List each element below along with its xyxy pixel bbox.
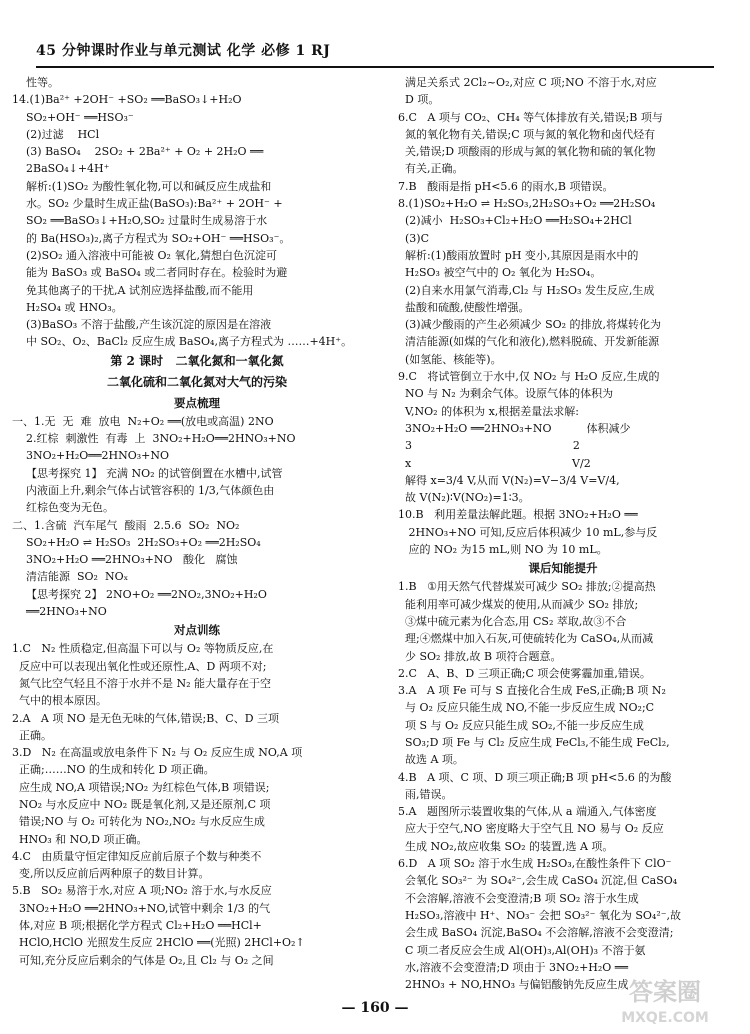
text-line: ══2HNO₃+NO (12, 605, 107, 619)
text-line: (3) BaSO₄ 2SO₂ + 2Ba²⁺ + O₂ + 2H₂O ══ (12, 145, 264, 159)
text-line: 3NO₂+H₂O ══2HNO₃+NO,试管中剩余 1/3 的气 (12, 901, 271, 915)
text-line: 1.B ①用天然气代替煤炭可减少 SO₂ 排放;②提高热 (398, 580, 656, 594)
text-line: (2)SO₂ 通入溶液中可能被 O₂ 氧化,猜想白色沉淀可 (12, 248, 277, 262)
text-line: (2)减小 H₂SO₃+Cl₂+H₂O ══H₂SO₄+2HCl (398, 214, 632, 228)
text-line: H₂SO₄ 或 HNO₃。 (12, 300, 123, 314)
text-line: 一、1.无 无 难 放电 N₂+O₂ ══(放电或高温) 2NO (12, 414, 274, 428)
text-line: 会生成 BaSO₄ 沉淀,BaSO₄ 不会溶解,溶液不会变澄清; (398, 926, 674, 940)
text-line: 正确。 (12, 728, 52, 742)
text-line: 7.B 酸雨是指 pH<5.6 的雨水,B 项错误。 (398, 179, 614, 193)
section-heading: 二氧化硫和二氧化氮对大气的污染 (106, 374, 287, 389)
page-header: 45 分钟课时作业与单元测试 化学 必修 1 RJ (36, 43, 331, 59)
text-line: 3NO₂+H₂O══2HNO₃+NO (12, 449, 170, 463)
text-line: 1.C N₂ 性质稳定,但高温下可以与 O₂ 等物质反应,在 (12, 642, 274, 656)
text-line: (3)BaSO₃ 不溶于盐酸,产生该沉淀的原因是在溶液 (12, 318, 272, 332)
left-column (12, 74, 382, 969)
text-line: NO 与 N₂ 为剩余气体。设原气体的体积为 (398, 387, 614, 401)
text-line: 3.D N₂ 在高温或放电条件下 N₂ 与 O₂ 反应生成 NO,A 项 (12, 746, 303, 760)
text-line: 红棕色变为无色。 (12, 501, 114, 515)
text-line: 解得 x=3/4 V,从而 V(N₂)=V−3/4 V=V/4, (398, 473, 620, 487)
text-line: 水。SO₂ 少量时生成正盐(BaSO₃):Ba²⁺ + 2OH⁻ + (12, 197, 283, 211)
text-line: x V/2 (398, 456, 591, 470)
text-line: 4.C 由质量守恒定律知反应前后原子个数与种类不 (12, 849, 262, 863)
watermark-line2: MXQE.COM (621, 1010, 709, 1026)
text-line: 盐酸和硫酸,使酸性增强。 (398, 300, 530, 314)
header-divider (36, 66, 714, 68)
text-line: 8.(1)SO₂+H₂O ⇌ H₂SO₃,2H₂SO₃+O₂ ══2H₂SO₄ (398, 197, 656, 211)
text-line: 5.B SO₂ 易溶于水,对应 A 项;NO₂ 溶于水,与水反应 (12, 884, 272, 898)
text-line: 关,错误;D 项酸雨的形成与氮的氧化物和硫的氧化物 (398, 145, 656, 159)
text-line: 有关,正确。 (398, 162, 464, 176)
text-line: 2.C A、B、D 三项正确;C 项会使雾霾加重,错误。 (398, 666, 651, 680)
text-line: 3NO₂+H₂O ══2HNO₃+NO 体积减少 (398, 421, 631, 435)
text-line: 项 S 与 O₂ 反应只能生成 SO₂,不能一步反应生成 (398, 718, 644, 732)
text-line: 理;④燃煤中加入石灰,可使硫转化为 CaSO₄,从而减 (398, 632, 654, 646)
text-line: (3)C (398, 231, 429, 245)
text-line: 应的 NO₂ 为15 mL,则 NO 为 10 mL。 (398, 543, 608, 557)
text-line: 5.A 题图所示装置收集的气体,从 a 端通入,气体密度 (398, 805, 657, 819)
text-line: D 项。 (398, 93, 440, 107)
text-line: 6.D A 项 SO₂ 溶于水生成 H₂SO₃,在酸性条件下 ClO⁻ (398, 857, 672, 871)
text-line: 不会溶解,溶液不会变澄清;B 项 SO₂ 溶于水生成 (398, 891, 639, 905)
text-line: (如氢能、核能等)。 (398, 352, 502, 366)
page-number: — 160 — (341, 1000, 409, 1016)
text-line: 免其他离子的干扰,A 试剂应选择盐酸,而不能用 (12, 283, 254, 297)
text-line: 应大于空气,NO 密度略大于空气且 NO 易与 O₂ 反应 (398, 822, 664, 836)
text-line: C 项二者反应会生成 Al(OH)₃,Al(OH)₃ 不溶于氨 (398, 943, 646, 957)
watermark-logo (600, 970, 730, 1030)
text-line: 氮的氧化物有关,错误;C 项与氮的氧化物和卤代烃有 (398, 127, 656, 141)
text-line: 生成 NO₂,故应收集 SO₂ 的装置,选 A 项。 (398, 839, 614, 853)
text-line: 2.A A 项 NO 是无色无味的气体,错误;B、C、D 三项 (12, 711, 280, 725)
text-line: 会氧化 SO₃²⁻ 为 SO₄²⁻,会生成 CaSO₄ 沉淀,但 CaSO₄ (398, 874, 678, 888)
text-line: 能为 BaSO₃ 或 BaSO₄ 或二者同时存在。检验时为避 (12, 266, 288, 280)
text-line: SO₂+H₂O ⇌ H₂SO₃ 2H₂SO₃+O₂ ══2H₂SO₄ (12, 535, 261, 549)
text-line: 【思考探究 2】 2NO+O₂ ══2NO₂,3NO₂+H₂O (12, 587, 267, 601)
text-line: 的 Ba(HSO₃)₂,离子方程式为 SO₂+OH⁻ ══HSO₃⁻。 (12, 231, 291, 245)
text-line: 故 V(N₂)∶V(NO₂)=1∶3。 (398, 491, 530, 505)
text-line: 水,溶液不会变澄清;D 项由于 3NO₂+H₂O ══ (398, 960, 629, 974)
text-line: SO₂ ══BaSO₃↓+H₂O,SO₂ 过量时生成易溶于水 (12, 214, 268, 228)
text-line: 雨,错误。 (398, 787, 453, 801)
text-line: V,NO₂ 的体积为 x,根据差量法求解: (398, 404, 579, 418)
text-line: HClO,HClO 光照发生反应 2HClO ══(光照) 2HCl+O₂↑ (12, 936, 305, 950)
text-line: 二、1.含硫 汽车尾气 酸雨 2.5.6 SO₂ NO₂ (12, 518, 240, 532)
text-line: ③煤中硫元素为化合态,用 CS₂ 萃取,故③不合 (398, 614, 627, 628)
text-line: NO₂ 与水反应中 NO₂ 既是氧化剂,又是还原剂,C 项 (12, 797, 271, 811)
text-line: 体,对应 B 项;根据化学方程式 Cl₂+H₂O ══HCl+ (12, 919, 262, 933)
text-line: 内液面上升,剩余气体占试管容积的 1/3,气体颜色由 (12, 483, 275, 497)
text-line: 2HNO₃ + NO,HNO₃ 与偏铝酸钠先反应生成 (398, 978, 629, 992)
text-line: 解析:(1)酸雨放置时 pH 变小,其原因是雨水中的 (398, 248, 639, 262)
text-line: 能利用率可减少煤炭的使用,从而减少 SO₂ 排放; (398, 597, 639, 611)
section-heading: 对点训练 (174, 623, 220, 638)
text-line: 3NO₂+H₂O ══2HNO₃+NO 酸化 腐蚀 (12, 553, 238, 567)
text-line: 10.B 利用差量法解此题。根据 3NO₂+H₂O ══ (398, 508, 638, 522)
text-line: SO₂+OH⁻ ══HSO₃⁻ (12, 110, 134, 124)
text-line: 清洁能源 SO₂ NOₓ (12, 570, 129, 584)
text-line: 14.(1)Ba²⁺ +2OH⁻ +SO₂ ══BaSO₃↓+H₂O (12, 93, 242, 107)
text-line: 解析:(1)SO₂ 为酸性氧化物,可以和碱反应生成盐和 (12, 179, 272, 193)
text-line: 3 2 (398, 439, 580, 453)
text-line: (3)减少酸雨的产生必须减少 SO₂ 的排放,将煤转化为 (398, 318, 662, 332)
text-line: HNO₃ 和 NO,D 项正确。 (12, 832, 148, 846)
text-line: 2.红棕 刺激性 有毒 上 3NO₂+H₂O══2HNO₃+NO (12, 432, 296, 446)
text-line: H₂SO₃,溶液中 H⁺、NO₃⁻ 会把 SO₃²⁻ 氧化为 SO₄²⁻,故 (398, 908, 682, 922)
text-line: 错误;NO 与 O₂ 可转化为 NO₂,NO₂ 与水反应生成 (12, 815, 265, 829)
text-line: 性等。 (12, 76, 59, 89)
text-line: (2)自来水用氯气消毒,Cl₂ 与 H₂SO₃ 发生反应,生成 (398, 283, 655, 297)
text-line: 6.C A 项与 CO₂、CH₄ 等气体排放有关,错误;B 项与 (398, 110, 663, 124)
text-line: 变,所以反应前后两种原子的数目计算。 (12, 867, 210, 881)
text-line: 可知,充分反应后剩余的气体是 O₂,且 Cl₂ 与 O₂ 之间 (12, 953, 274, 967)
text-line: 少 SO₂ 排放,故 B 项符合题意。 (398, 649, 562, 663)
section-heading: 课后知能提升 (528, 561, 598, 576)
text-line: 反应中可以表现出氧化性或还原性,A、D 两项不对; (12, 659, 267, 673)
text-line: 应生成 NO,A 项错误;NO₂ 为红棕色气体,B 项错误; (12, 780, 270, 794)
section-heading: 第 2 课时 二氧化氮和一氧化氮 (110, 353, 284, 368)
text-line: 氮气比空气轻且不溶于水并不是 N₂ 能大量存在于空 (12, 676, 272, 690)
text-line: 清洁能源(如煤的气化和液化),燃料脱硫、开发新能源 (398, 335, 660, 349)
text-line: 2HNO₃+NO 可知,反应后体积减少 10 mL,参与反 (398, 525, 658, 539)
text-line: 2BaSO₄↓+4H⁺ (12, 162, 110, 176)
text-line: 与 O₂ 反应只能生成 NO,不能一步反应生成 NO₂;C (398, 701, 655, 715)
text-line: SO₃;D 项 Fe 与 Cl₂ 反应生成 FeCl₃,不能生成 FeCl₂, (398, 735, 670, 749)
text-line: 4.B A 项、C 项、D 项三项正确;B 项 pH<5.6 的为酸 (398, 770, 672, 784)
text-line: (2)过滤 HCl (12, 127, 100, 141)
text-line: H₂SO₃ 被空气中的 O₂ 氧化为 H₂SO₄。 (398, 266, 602, 280)
text-line: 故选 A 项。 (398, 753, 464, 767)
text-line: 9.C 将试管倒立于水中,仅 NO₂ 与 H₂O 反应,生成的 (398, 370, 660, 384)
text-line: 3.A A 项 Fe 可与 S 直接化合生成 FeS,正确;B 项 N₂ (398, 684, 666, 698)
right-column (398, 74, 728, 993)
text-line: 满足关系式 2Cl₂~O₂,对应 C 项;NO 不溶于水,对应 (398, 76, 657, 89)
text-line: 【思考探究 1】 充满 NO₂ 的试管倒置在水槽中,试管 (12, 466, 283, 480)
watermark-line1: 答案圈 (629, 978, 701, 1006)
text-line: 正确;……NO 的生成和转化 D 项正确。 (12, 763, 215, 777)
text-line: 气中的根本原因。 (12, 694, 107, 708)
text-line: 中 SO₂、O₂、BaCl₂ 反应生成 BaSO₄,离子方程式为 ……+4H⁺。 (12, 335, 353, 349)
section-heading: 要点梳理 (174, 395, 220, 410)
